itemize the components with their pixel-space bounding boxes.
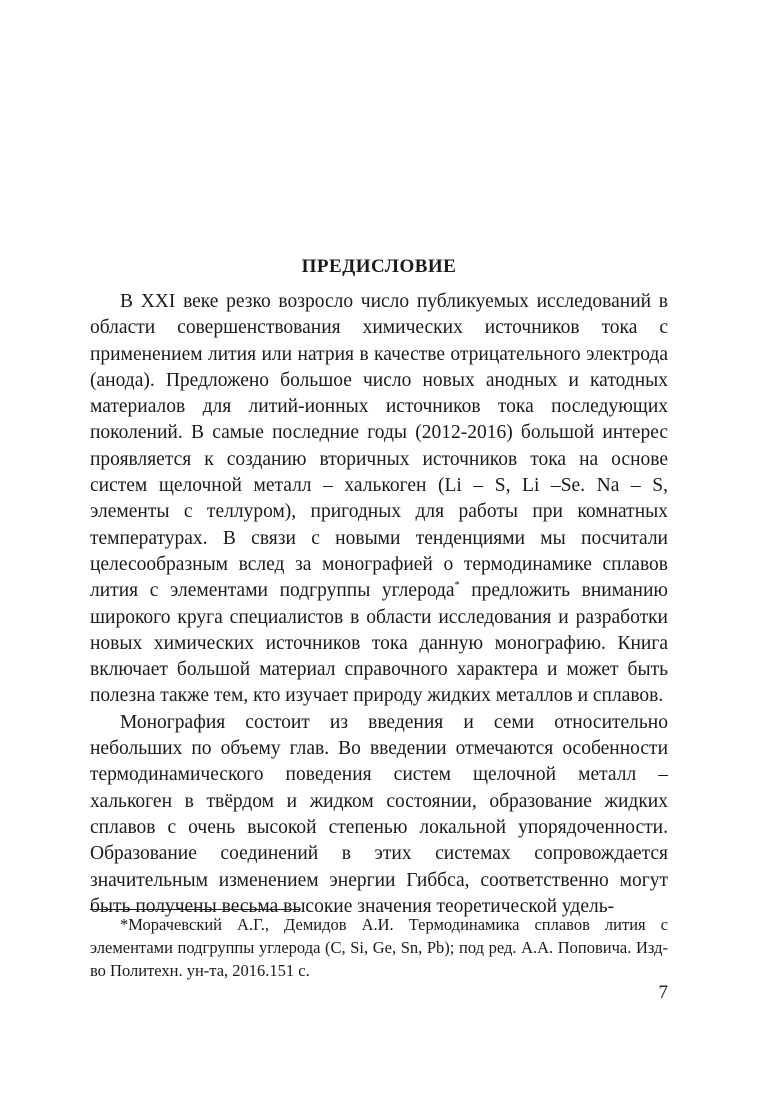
footnote-marker: * <box>454 580 460 592</box>
paragraph-2: Монография состоит из введения и семи относительно небольших по объему глав. Во введении отмечаются особенности термодинамического поведения систем щелочной металл – халькоген в твёрдом и жидком состоянии, образование жидких сплавов с очень высокой степенью локальной упорядоченности. Образование соединений в этих системах сопровождается значительным изменением энергии Гиббса, соответственно могут быть получены весьма высокие значения теоретической удель- <box>90 711 668 917</box>
section-heading: ПРЕДИСЛОВИЕ <box>301 256 457 277</box>
footnote: *Морачевский А.Г., Демидов А.И. Термодинамика сплавов лития с элементами подгруппы углерода (C, Si, Ge, Sn, Pb); под ред. А.А. Поповича. Изд-во Политехн. ун-та, 2016.151 с. <box>90 915 668 980</box>
paragraph-1 <box>90 289 668 710</box>
body-text <box>90 289 668 920</box>
paragraph-1-text-b: предложить вниманию широкого круга специалистов в области исследования и разработки новых химических источников тока данную монографию. Книга включает большой материал справочного характера и может быть полезна также тем, кто изучает природу жидких металлов и сплавов. <box>90 580 668 707</box>
page-number: 7 <box>658 982 668 1003</box>
paragraph-1-text-a: В XXI веке резко возросло число публикуемых исследований в области совершенствования химических источников тока с применением лития или натрия в качестве отрицательного электрода (анода). Предложено большое число новых анодных и катодных материалов для литий-ионных источников тока последующих поколений. В самые последние годы (2012-2016) большой интерес проявляется к созданию вторичных источников тока на основе систем щелочной металл – халькоген (Li – S, Li –Se. Na – S, элементы с теллуром), пригодных для работы при комнатных температурах. В связи с новыми тенденциями мы посчитали целесообразным вслед за монографией о термодинамике сплавов лития с элементами подгруппы углерода <box>90 291 668 602</box>
footnote-divider <box>90 909 300 910</box>
